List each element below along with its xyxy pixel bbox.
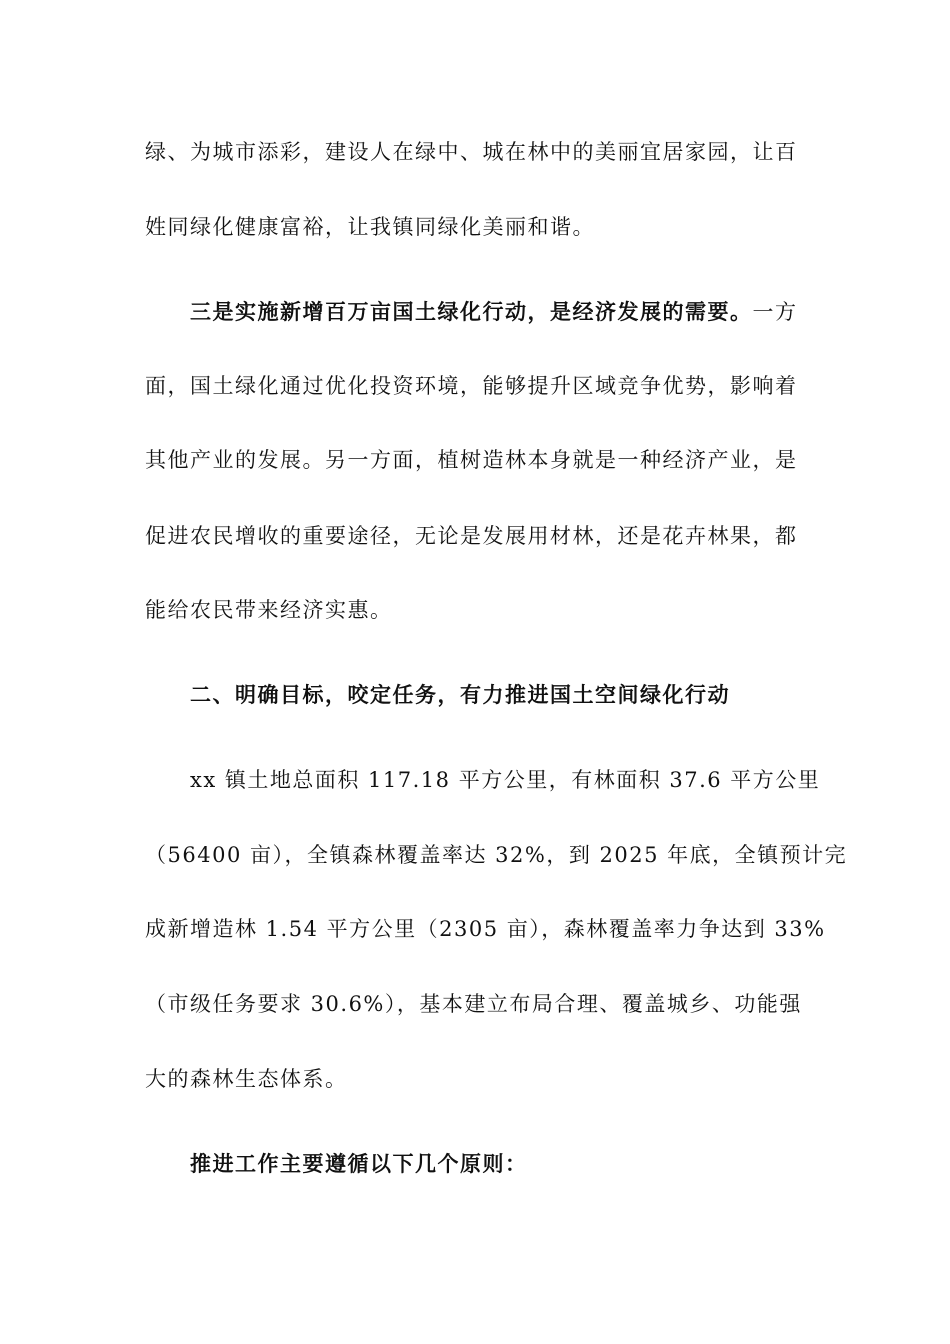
bold-lead-sentence: 三是实施新增百万亩国土绿化行动，是经济发展的需要。 xyxy=(190,299,753,324)
paragraph-line: 姓同绿化健康富裕，让我镇同绿化美丽和谐。 xyxy=(145,215,595,239)
paragraph-line: 绿、为城市添彩，建设人在绿中、城在林中的美丽宜居家园，让百 xyxy=(145,140,798,164)
paragraph-line: 其他产业的发展。另一方面，植树造林本身就是一种经济产业，是 xyxy=(145,448,798,472)
paragraph-line: xx 镇土地总面积 117.18 平方公里，有林面积 37.6 平方公里 xyxy=(190,768,821,792)
paragraph-line: 面，国土绿化通过优化投资环境，能够提升区域竞争优势，影响着 xyxy=(145,374,798,398)
paragraph-line: 大的森林生态体系。 xyxy=(145,1067,348,1091)
paragraph-line xyxy=(190,297,850,327)
paragraph-line: 成新增造林 1.54 平方公里（2305 亩），森林覆盖率力争达到 33% xyxy=(145,917,826,941)
lead-continuation: 一方 xyxy=(752,300,798,324)
principles-heading: 推进工作主要遵循以下几个原则： xyxy=(190,1151,528,1176)
paragraph-line: 能给农民带来经济实惠。 xyxy=(145,598,393,622)
section-heading: 二、明确目标，咬定任务，有力推进国土空间绿化行动 xyxy=(190,682,730,707)
paragraph-line: 促进农民增收的重要途径，无论是发展用材林，还是花卉林果，都 xyxy=(145,524,798,548)
paragraph-line: （市级任务要求 30.6%），基本建立布局合理、覆盖城乡、功能强 xyxy=(145,992,802,1016)
paragraph-line: （56400 亩），全镇森林覆盖率达 32%，到 2025 年底，全镇预计完 xyxy=(145,843,848,867)
